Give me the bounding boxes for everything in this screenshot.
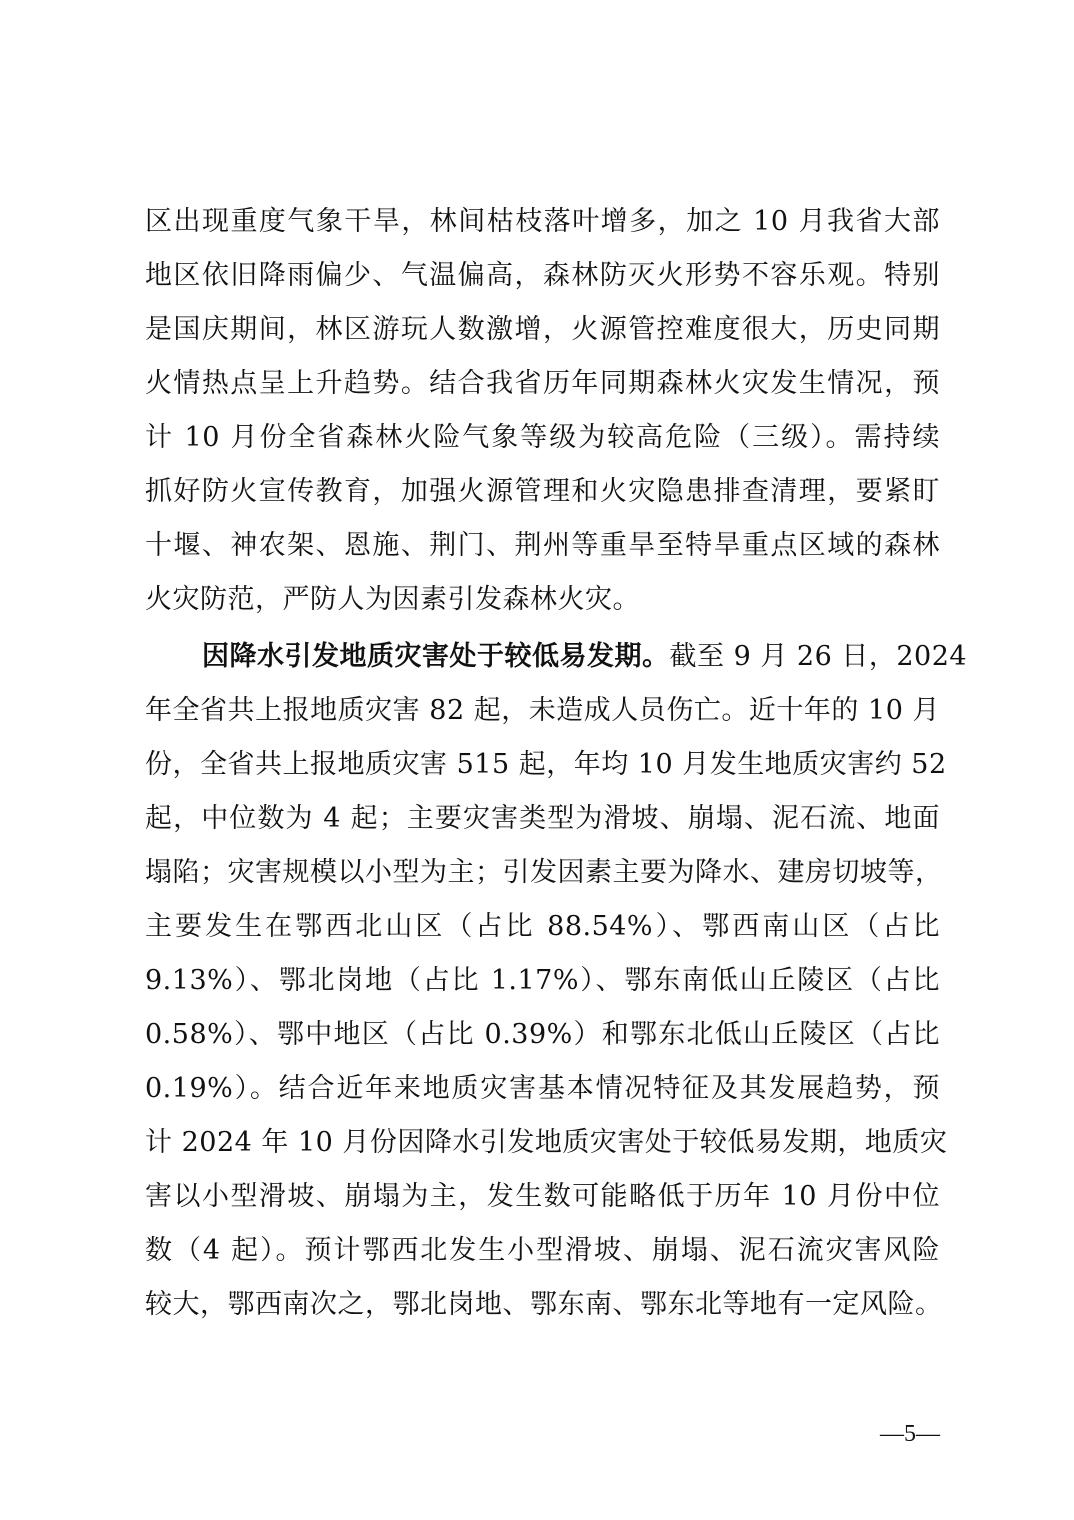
text-line: 数（4 起）。预计鄂西北发生小型滑坡、崩塌、泥石流灾害风险 <box>145 1235 940 1266</box>
text-line: 害以小型滑坡、崩塌为主，发生数可能略低于历年 10 月份中位 <box>145 1181 940 1212</box>
text-line: 十堰、神农架、恩施、荆门、荆州等重旱至特旱重点区域的森林 <box>145 530 940 561</box>
text-line: 抓好防火宣传教育，加强火源管理和火灾隐患排查清理，要紧盯 <box>145 476 940 507</box>
text-line: 0.19%）。结合近年来地质灾害基本情况特征及其发展趋势，预 <box>145 1073 940 1104</box>
text-line: 年全省共上报地质灾害 82 起，未造成人员伤亡。近十年的 10 月 <box>145 695 940 726</box>
text-line: 计 10 月份全省森林火险气象等级为较高危险（三级）。需持续 <box>145 422 940 453</box>
page-number: —5— <box>880 1421 940 1447</box>
text-line: 0.58%）、鄂中地区（占比 0.39%）和鄂东北低山丘陵区（占比 <box>145 1019 940 1050</box>
text-line: 较大，鄂西南次之，鄂北岗地、鄂东南、鄂东北等地有一定风险。 <box>145 1289 943 1320</box>
text-line: 计 2024 年 10 月份因降水引发地质灾害处于较低易发期，地质灾 <box>145 1127 948 1158</box>
text-line: 是国庆期间，林区游玩人数激增，火源管控难度很大，历史同期 <box>145 314 940 345</box>
text-line: 火情热点呈上升趋势。结合我省历年同期森林火灾发生情况，预 <box>145 368 940 399</box>
text-line: 9.13%）、鄂北岗地（占比 1.17%）、鄂东南低山丘陵区（占比 <box>145 965 940 996</box>
text-line: 区出现重度气象干旱，林间枯枝落叶增多，加之 10 月我省大部 <box>145 206 940 237</box>
text-line: 份，全省共上报地质灾害 515 起，年均 10 月发生地质灾害约 52 <box>145 749 947 780</box>
text-line: 起，中位数为 4 起；主要灾害类型为滑坡、崩塌、泥石流、地面 <box>145 803 940 834</box>
paragraph-first-line <box>202 637 968 677</box>
text-line: 地区依旧降雨偏少、气温偏高，森林防灭火形势不容乐观。特别 <box>145 260 940 291</box>
text-line: 火灾防范，严防人为因素引发森林火灾。 <box>145 584 640 615</box>
text-line: 塌陷；灾害规模以小型为主；引发因素主要为降水、建房切坡等， <box>145 857 943 888</box>
paragraph-lead-heading: 因降水引发地质灾害处于较低易发期。 <box>202 641 670 672</box>
text-line: 主要发生在鄂西北山区（占比 88.54%）、鄂西南山区（占比 <box>145 911 940 942</box>
text-fragment: 截至 9 月 26 日，2024 <box>669 641 968 672</box>
